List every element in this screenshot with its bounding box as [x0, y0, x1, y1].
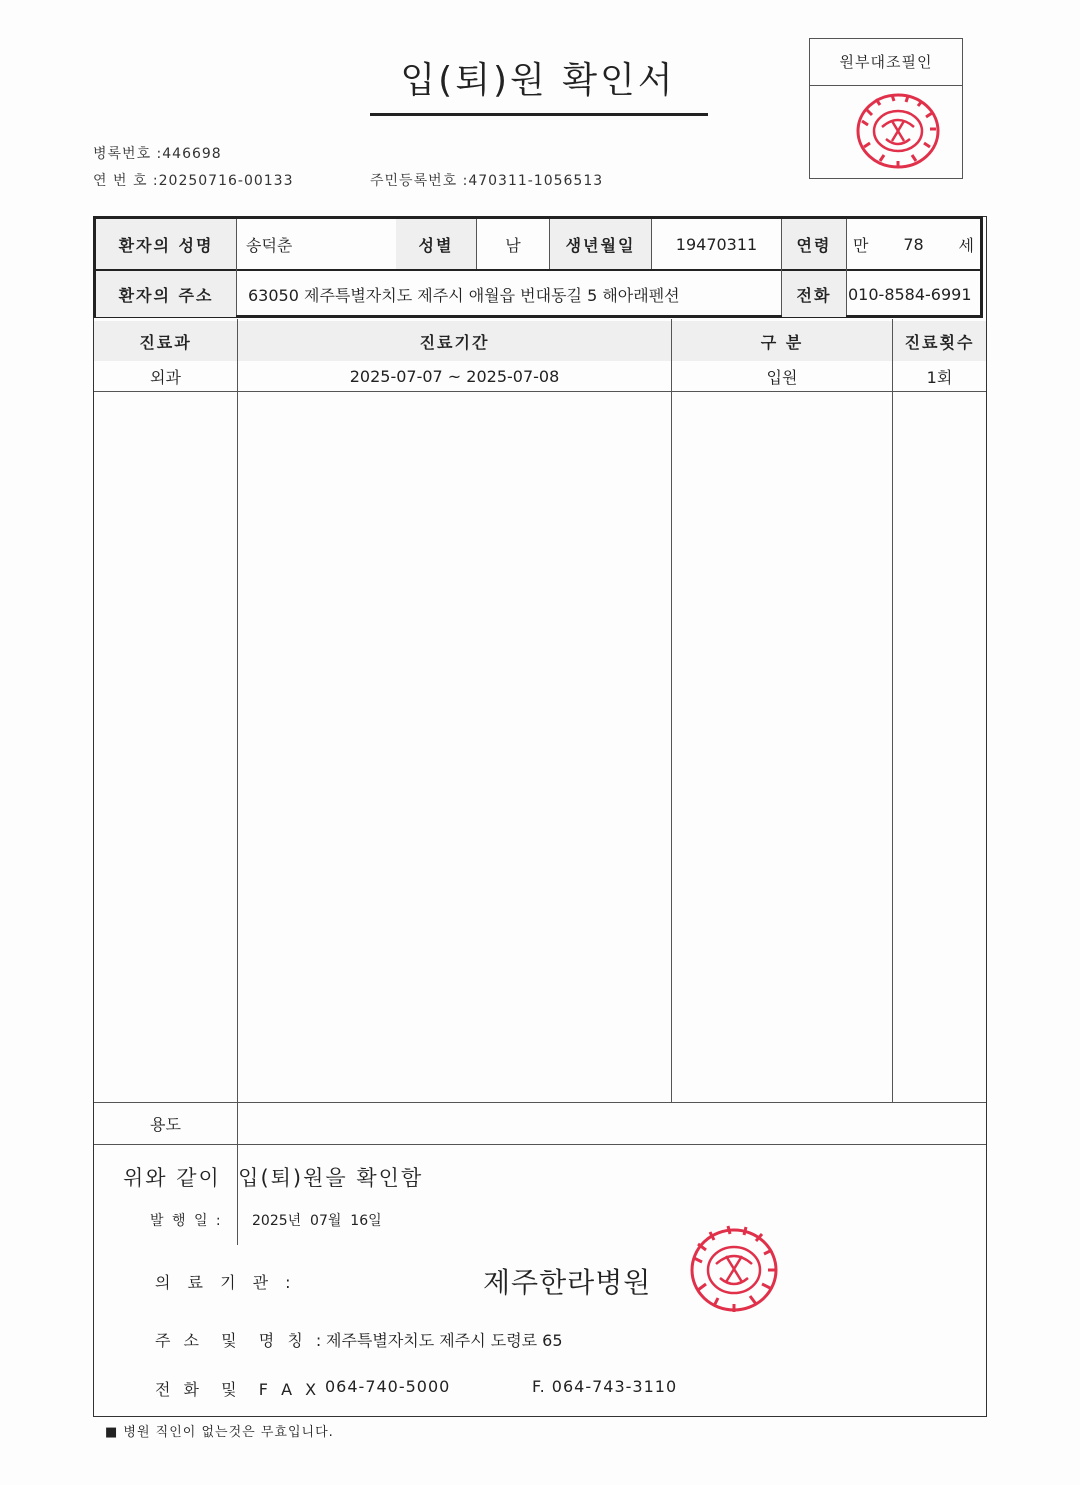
- resident-number: 주민등록번호 :470311-1056513: [370, 173, 604, 189]
- institution-label: 의 료 기 관 :: [155, 1273, 297, 1292]
- institution-name: 제주한라병원: [483, 1266, 652, 1299]
- purpose-value: [244, 1103, 984, 1144]
- row-type: 입원: [766, 367, 798, 387]
- patient-name: 송덕춘: [246, 235, 293, 255]
- confirmation-statement: 위와 같이 입(퇴)원을 확인함: [123, 1166, 424, 1190]
- patient-birth: 19470311: [675, 234, 758, 254]
- header-count: 진료횟수: [893, 321, 986, 361]
- hospital-seal-icon: [852, 91, 944, 171]
- age-label: 연령: [782, 219, 846, 269]
- serial-number: 연 번 호 :20250716-00133: [93, 173, 294, 189]
- institution-address: 제주특별자치도 제주시 도령로 65: [326, 1331, 563, 1350]
- footer-note: ■ 병원 직인이 없는것은 무효입니다.: [105, 1425, 334, 1440]
- birth-label: 생년월일: [550, 219, 651, 269]
- purpose-label: 용도: [150, 1115, 181, 1134]
- name-label: 환자의 성명: [96, 219, 236, 269]
- header-dept: 진료과: [94, 321, 237, 361]
- certificate-frame: [93, 216, 987, 1417]
- patient-info-table: [93, 216, 983, 318]
- issue-date: 2025년 07월 16일: [252, 1213, 382, 1229]
- row-dept: 외과: [150, 367, 181, 387]
- row-count: 1회: [926, 367, 953, 387]
- phone-fax-label: 전 화 및 F A X: [155, 1380, 321, 1399]
- address-name-label: 주 소 및 명 칭 :: [155, 1331, 326, 1350]
- row-period: 2025-07-07 ~ 2025-07-08: [349, 366, 560, 386]
- patient-address: 63050 제주특별자치도 제주시 애월읍 번대동길 5 해아래펜션: [248, 285, 680, 305]
- patient-age: 만 78 세: [853, 234, 974, 255]
- issue-label: 발 행 일 :: [150, 1213, 223, 1229]
- verification-stamp-box: [809, 38, 963, 179]
- patient-phone: 010-8584-6991: [848, 284, 972, 304]
- institution-phone: 064-740-5000: [325, 1377, 451, 1396]
- patient-sex: 남: [505, 235, 521, 255]
- address-label: 환자의 주소: [96, 271, 236, 317]
- phone-label: 전화: [782, 271, 846, 317]
- header-period: 진료기간: [238, 321, 671, 361]
- header-type: 구 분: [672, 321, 892, 361]
- hospital-official-seal-icon: [684, 1222, 784, 1318]
- sex-label: 성별: [396, 219, 476, 269]
- document-title: 입(퇴)원 확인서: [400, 60, 676, 101]
- institution-fax: F. 064-743-3110: [532, 1377, 678, 1396]
- title-underline: [370, 113, 708, 116]
- record-number: 병록번호 :446698: [93, 146, 222, 162]
- stamp-caption: 원부대조필인: [810, 39, 962, 86]
